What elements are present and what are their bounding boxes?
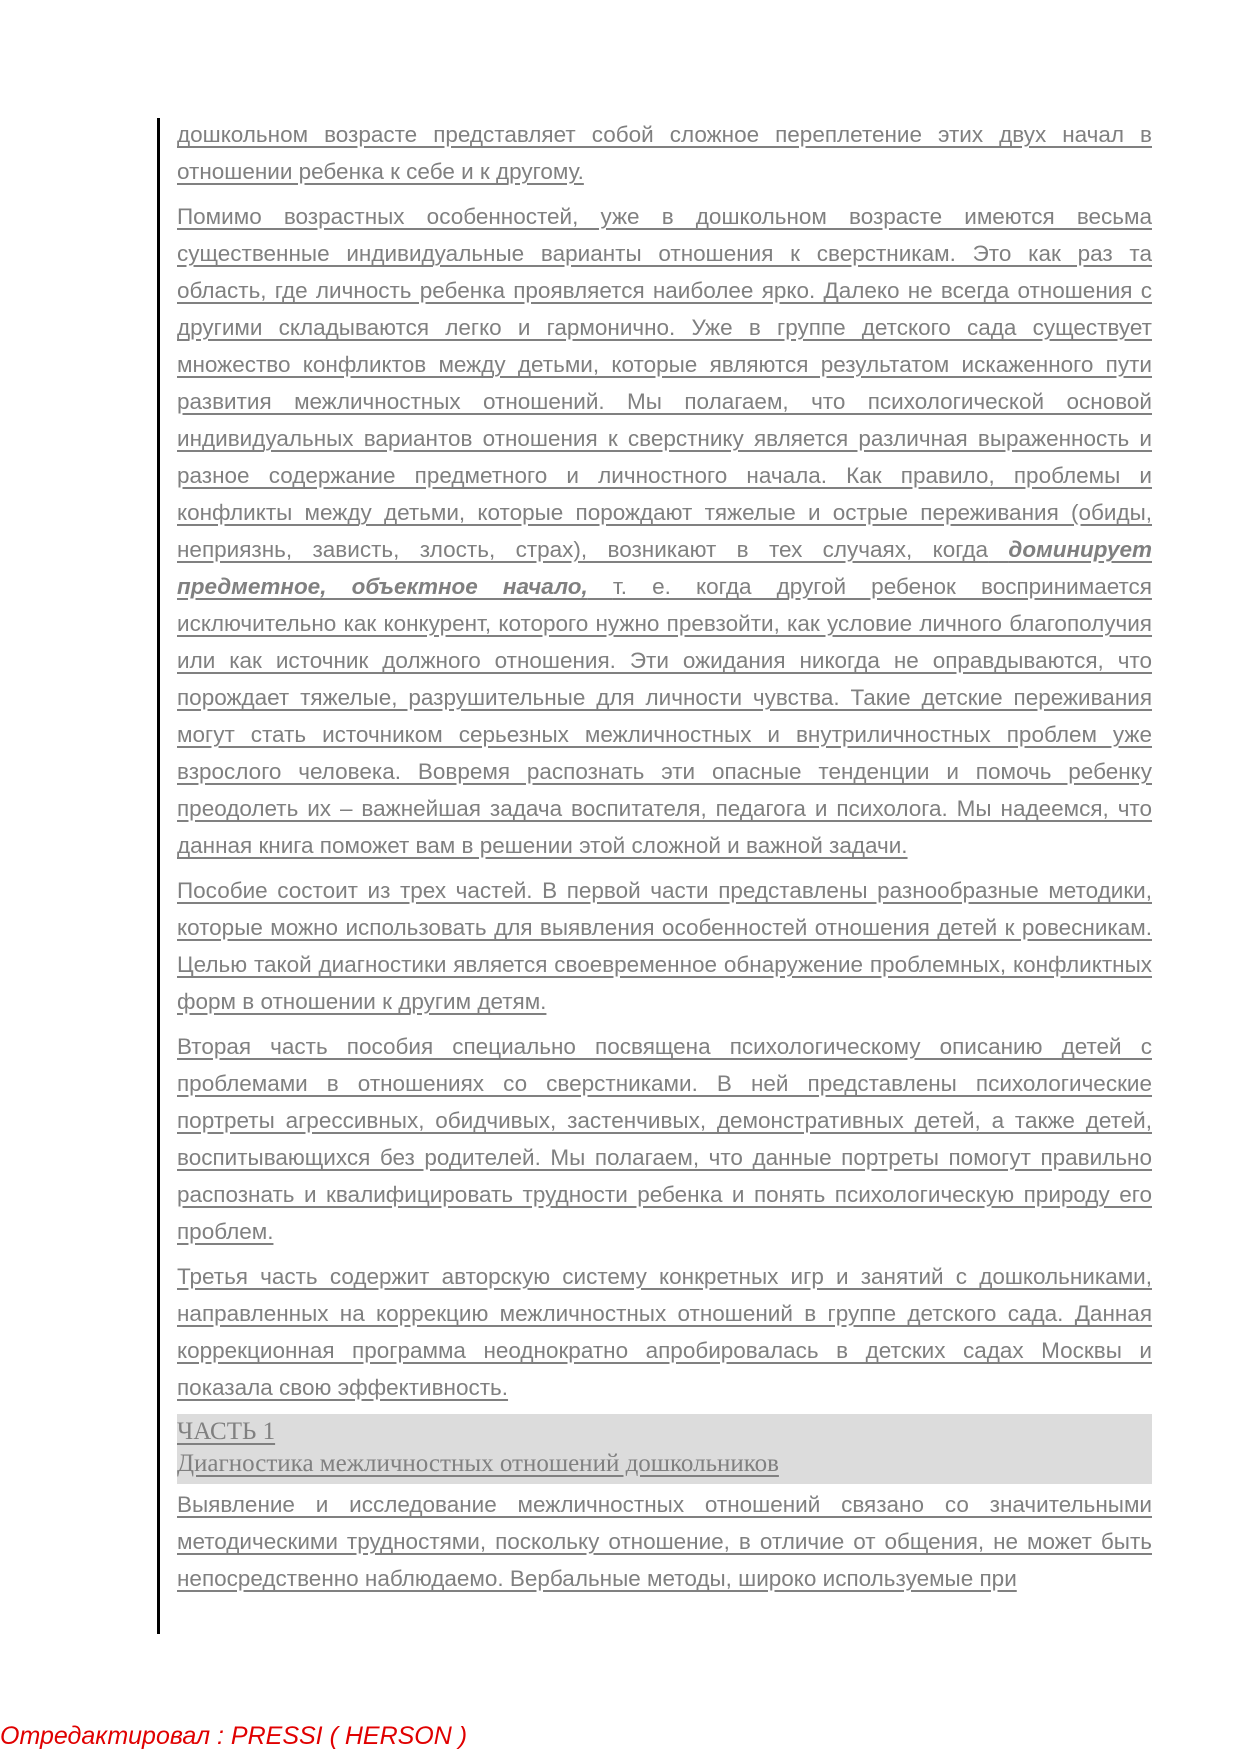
paragraph-2-lead: Помимо возрастных особенностей, уже в дошкольном возрасте имеются весьма существенные индивидуальные варианты отношения к сверстникам. Это как раз та область, где личность ребенка проявляется наиболее ярко. Далеко не всегда отношения с другими складываются легко и гармонично. Уже в группе детского сада существует множество конфликтов между детьми, которые являются результатом искаженного пути развития межличностных отношений. Мы полагаем, что психологической основой индивидуальных вариантов отношения к сверстнику является различная выраженность и разное содержание предметного и личностного начала. Как правило, проблемы и конфликты между детьми, которые порождают тяжелые и острые переживания (обиды, неприязнь, зависть, злость, страх), возникают в тех случаях, когда xyxy=(177,204,1152,562)
paragraph-6: Выявление и исследование межличностных отношений связано со значительными методическими трудностями, поскольку отношение, в отличие от общения, не может быть непосредственно наблюдаемо. Вербальные методы, широко используемые при xyxy=(177,1492,1152,1591)
paragraph-2 xyxy=(177,198,1152,864)
section-part-label: ЧАСТЬ 1 xyxy=(177,1418,276,1445)
paragraph-2-tail: т. е. когда другой ребенок воспринимается исключительно как конкурент, которого нужно превзойти, как условие личного благополучия или как источник должного отношения. Эти ожидания никогда не оправдываются, что порождает тяжелые, разрушительные для личности чувства. Такие детские переживания могут стать источником серьезных межличностных и внутриличностных проблем уже взрослого человека. Вовремя распознать эти опасные тенденции и помочь ребенку преодолеть их – важнейшая задача воспитателя, педагога и психолога. Мы надеемся, что данная книга поможет вам в решении этой сложной и важной задачи. xyxy=(177,574,1152,858)
editor-credit: Отредактировал : PRESSI ( HERSON ) xyxy=(0,1722,468,1750)
revision-change-bar xyxy=(157,118,160,1634)
section-heading xyxy=(177,1414,1152,1484)
paragraph-2-emphasis: доминирует предметное, объектное начало, xyxy=(177,537,1152,599)
paragraph-4: Вторая часть пособия специально посвящена психологическому описанию детей с проблемами в отношениях со сверстниками. В ней представлены психологические портреты агрессивных, обидчивых, застенчивых, демонстративных детей, а также детей, воспитывающихся без родителей. Мы полагаем, что данные портреты помогут правильно распознать и квалифицировать трудности ребенка и понять психологическую природу его проблем. xyxy=(177,1034,1152,1244)
paragraph-5: Третья часть содержит авторскую систему конкретных игр и занятий с дошкольниками, направленных на коррекцию межличностных отношений в группе детского сада. Данная коррекционная программа неоднократно апробировалась в детских садах Москвы и показала свою эффективность. xyxy=(177,1264,1152,1400)
document-body xyxy=(177,116,1152,1605)
paragraph-1: дошкольном возрасте представляет собой сложное переплетение этих двух начал в отношении ребенка к себе и к другому. xyxy=(177,122,1152,184)
section-title: Диагностика межличностных отношений дошкольников xyxy=(177,1450,779,1477)
paragraph-3: Пособие состоит из трех частей. В первой части представлены разнообразные методики, которые можно использовать для выявления особенностей отношения детей к ровесникам. Целью такой диагностики является своевременное обнаружение проблемных, конфликтных форм в отношении к другим детям. xyxy=(177,878,1152,1014)
